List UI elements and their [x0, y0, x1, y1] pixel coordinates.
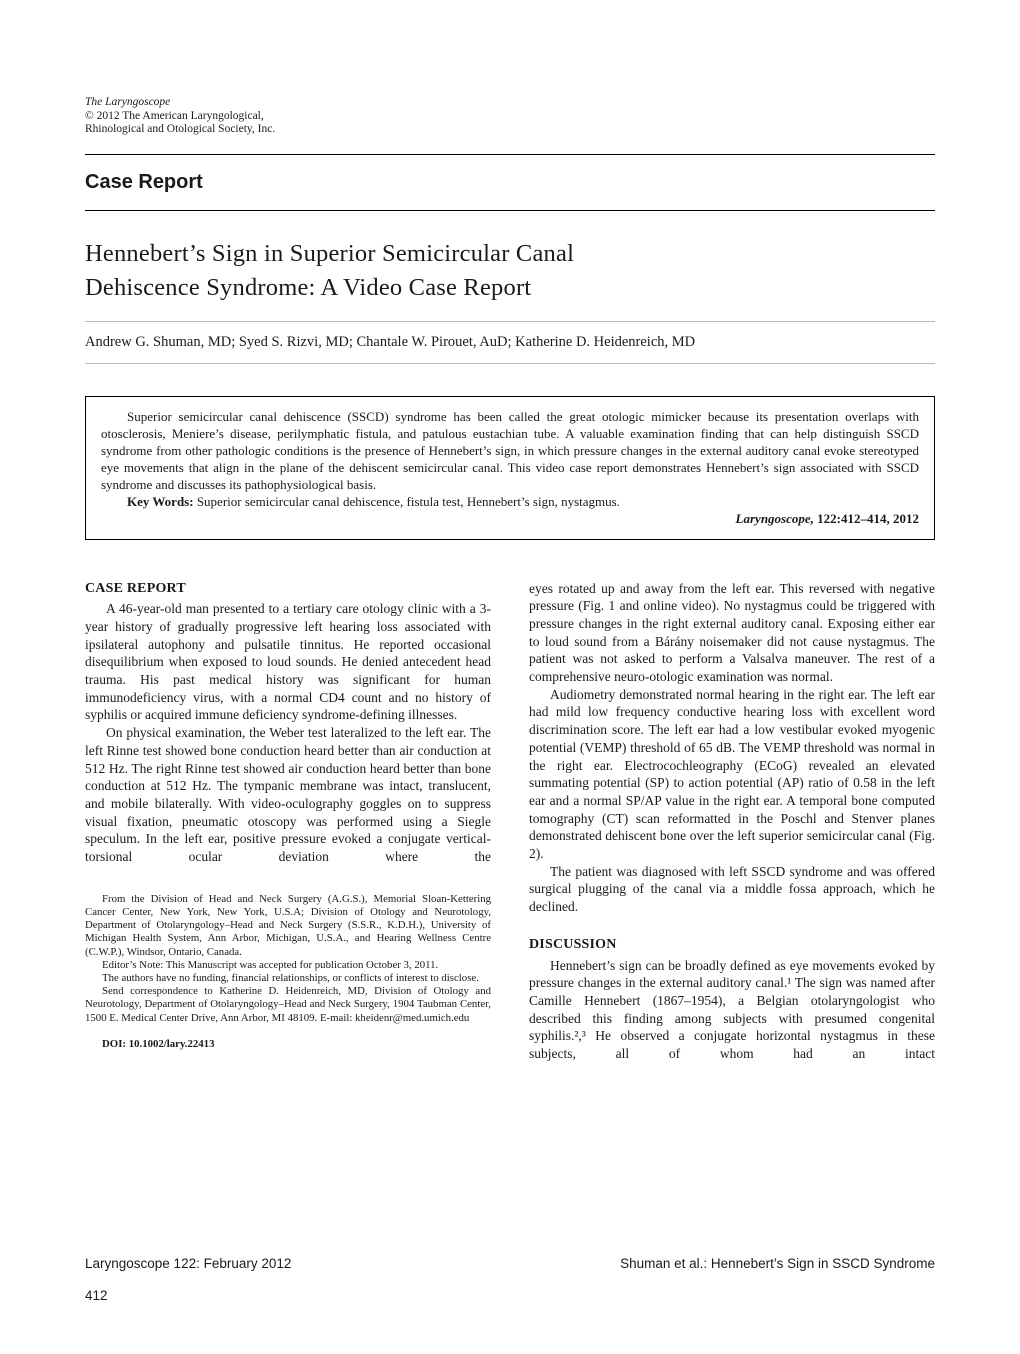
body-columns [85, 580, 935, 1063]
authors-line: Andrew G. Shuman, MD; Syed S. Rizvi, MD; Chantale W. Pirouet, AuD; Katherine D. Heidenreich, MD [85, 333, 696, 350]
footnote-affiliations: From the Division of Head and Neck Surgery (A.G.S.), Memorial Sloan-Kettering Cancer Center, New York, New York, U.S.A; Division of Otology and Neurotology, Department of Otolaryngology–Head and Neck Surgery (S.S.R., K.D.H.), University of Michigan Health System, Ann Arbor, Michigan, U.S.A., and Hearing Wellness Centre (C.W.P.), Windsor, Ontario, Canada. [85, 892, 491, 958]
body-paragraph-continuation: eyes rotated up and away from the left ear. This reversed with negative pressure (Fig. 1 and online video). No nystagmus could be triggered with pressure changes in the right external auditory canal. Exposing either ear to loud sound from a Bárány noisemaker did not cause nystagmus. The patient was not asked to perform a Valsalva maneuver. The rest of a comprehensive neuro-otologic examination was normal. [529, 580, 935, 685]
footnotes-block [85, 893, 491, 1051]
abstract-keywords [101, 493, 919, 510]
abstract-citation [101, 510, 919, 527]
footnote-correspondence: Send correspondence to Katherine D. Heidenreich, MD, Division of Otology and Neurotology, Department of Otolaryngology–Head and Neck Surgery, 1904 Taubman Center, 1500 E. Medical Center Drive, Ann Arbor, MI 48109. E-mail: kheidenr@med.umich.edu [85, 985, 491, 1024]
running-footer [85, 1256, 935, 1271]
journal-header [85, 96, 935, 137]
abstract-box [85, 396, 935, 540]
case-report-paragraph-1: A 46-year-old man presented to a tertiary care otology clinic with a 3-year history of gradually progressive left hearing loss associated with ipsilateral autophony and pulsatile tinnitus. He reported occasional disequilibrium when exposed to loud sounds. He denied antecedent head trauma. His past medical history was significant for human immunodeficiency virus, with a normal CD4 count and no history of syphilis or acquired immune deficiency syndrome-defining illnesses. [85, 601, 491, 723]
citation-rest: 122:412–414, 2012 [813, 510, 919, 526]
article-title-line-2: Dehiscence Syndrome: A Video Case Report [85, 273, 532, 301]
section-label: Case Report [85, 170, 203, 193]
divider-top [85, 154, 935, 155]
abstract-text: Superior semicircular canal dehiscence (SSCD) syndrome has been called the great otologic mimicker because its presentation overlaps with otosclerosis, Meniere’s disease, perilymphatic fistula, and patulous eustachian tube. A valuable examination finding that can help distinguish SSCD syndrome from other pathologic conditions is the presence of Hennebert’s sign, in which pressure changes in the external auditory canal evoke stereotyped eye movements that align in the plane of the dehiscent semicircular canal. This video case report demonstrates Hennebert’s sign associated with SSCD syndrome and discusses its pathophysiological basis. [101, 408, 919, 492]
body-paragraph-diagnosis: The patient was diagnosed with left SSCD syndrome and was offered surgical plugging of the canal via a middle fossa approach, which he declined. [529, 863, 935, 915]
journal-name: The Laryngoscope [85, 96, 171, 108]
body-paragraph-audiometry: Audiometry demonstrated normal hearing in the right ear. The left ear had mild low frequency conductive hearing loss with excellent word discrimination score. The left ear had a low vestibular evoked myogenic potential (VEMP) threshold of 65 dB. The VEMP threshold was normal in the right ear. Electrocochleography (ECoG) revealed an elevated summating potential (SP) to action potential (AP) ratio of 0.58 in the left ear and a normal SP/AP value in the right ear. A temporal bone computed tomography (CT) scan reformatted in the Poschl and Stenver planes demonstrated dehiscent bone over the left superior semicircular canal (Fig. 2). [529, 686, 935, 862]
case-report-paragraph-2: On physical examination, the Weber test lateralized to the left ear. The left Rinne test showed bone conduction heard better than air conduction at 512 Hz. The right Rinne test showed air conduction heard better than bone conduction at 512 Hz. The tympanic membrane was intact, translucent, and mobile bilaterally. With video-oculography goggles on to suppress visual fixation, pneumatic otoscopy was performed using a Siegle speculum. In the left ear, positive pressure evoked a conjugate vertical-torsional ocular deviation where the [85, 725, 491, 865]
footnote-editors-note: Editor’s Note: This Manuscript was accepted for publication October 3, 2011. [102, 958, 439, 971]
copyright-line-1: © 2012 The American Laryngological, [85, 109, 264, 122]
keywords-label: Key Words: [127, 493, 194, 509]
footer-running-title: Shuman et al.: Hennebert’s Sign in SSCD Syndrome [620, 1256, 935, 1271]
divider-section [85, 210, 935, 211]
discussion-paragraph-1: Hennebert’s sign can be broadly defined as eye movements evoked by pressure changes in the external auditory canal.¹ The sign was named after Camille Hennebert (1867–1954), a Belgian otolaryngologist who described this finding among subjects with presumed congenital syphilis.²,³ He observed a conjugate horizontal nystagmus in these subjects, all of whom had an intact [529, 957, 935, 1062]
article-title [85, 237, 935, 305]
citation-journal: Laryngoscope, [735, 510, 814, 526]
doi-line: DOI: 10.1002/lary.22413 [102, 1037, 215, 1050]
page-number: 412 [85, 1288, 108, 1303]
divider-title [85, 321, 935, 322]
column-left [85, 580, 491, 1063]
divider-authors [85, 363, 935, 364]
keywords-text: Superior semicircular canal dehiscence, fistula test, Hennebert’s sign, nystagmus. [193, 493, 620, 509]
discussion-heading: DISCUSSION [529, 936, 617, 952]
footer-journal-issue: Laryngoscope 122: February 2012 [85, 1256, 292, 1271]
column-right [529, 580, 935, 1063]
case-report-heading: CASE REPORT [85, 580, 186, 596]
copyright-line-2: Rhinological and Otological Society, Inc. [85, 123, 276, 135]
article-title-line-1: Hennebert’s Sign in Superior Semicircular Canal [85, 239, 575, 267]
footnote-disclosure: The authors have no funding, financial relationships, or conflicts of interest to disclose. [102, 971, 479, 984]
